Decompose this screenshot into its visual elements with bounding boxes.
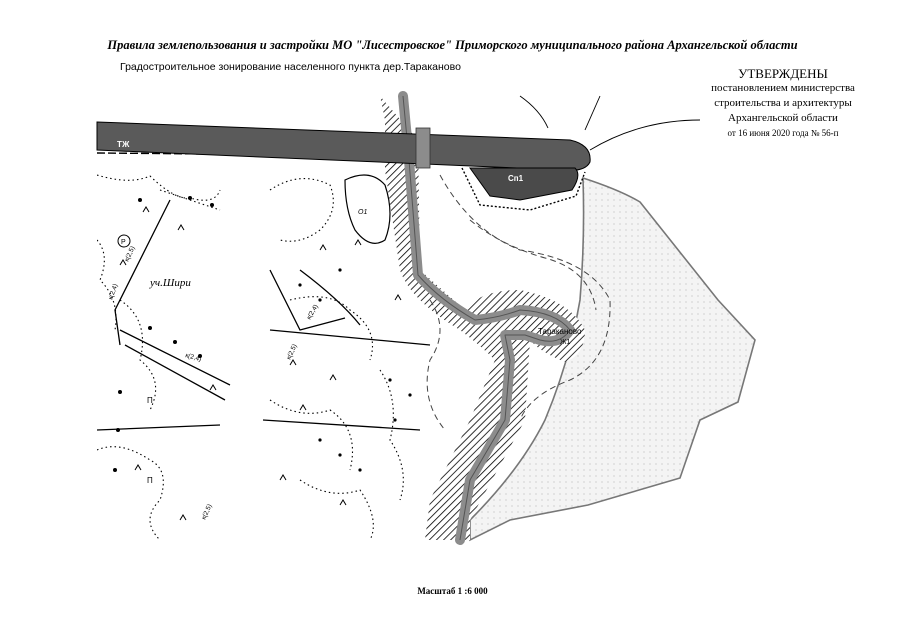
approval-line-3: Архангельской области (728, 112, 838, 124)
bridge (416, 128, 430, 168)
document-subtitle: Градостроительное зонирование населенного пункта дер.Тараканово (120, 61, 461, 73)
approval-line-2: строительства и архитектуры (714, 97, 852, 109)
field-label-6: к(2,5) (200, 503, 214, 521)
cemetery-zone-label: Сп1 (508, 174, 524, 183)
parking-label: Р (121, 239, 126, 246)
approval-line-1: постановлением министерства (711, 82, 855, 94)
village-label: Тараканово (538, 327, 582, 336)
settlement-label: уч.Шири (150, 277, 191, 289)
document-title: Правила землепользования и застройки МО "Лисестровское" Приморского муниципального района Архангельской области (107, 38, 798, 52)
approval-date: от 16 июня 2020 года № 56-п (727, 128, 839, 138)
approval-heading: УТВЕРЖДЕНЫ (738, 66, 828, 81)
meadow-label-1: П (147, 396, 153, 405)
field-label-1: к(2,5) (123, 245, 137, 263)
lake-label: О1 (358, 209, 368, 216)
road-zone-label: ТЖ (117, 140, 130, 149)
map-scale: Масштаб 1 :6 000 (417, 586, 488, 596)
village-zone-label: Ж1 (560, 339, 571, 346)
field-label-3: к(2,4) (184, 352, 202, 364)
meadow-label-2: П (147, 476, 153, 485)
field-label-4: к(2,5) (285, 343, 299, 361)
field-label-2: к(2,4) (107, 283, 120, 301)
field-label-5: к(2,4) (305, 303, 320, 321)
